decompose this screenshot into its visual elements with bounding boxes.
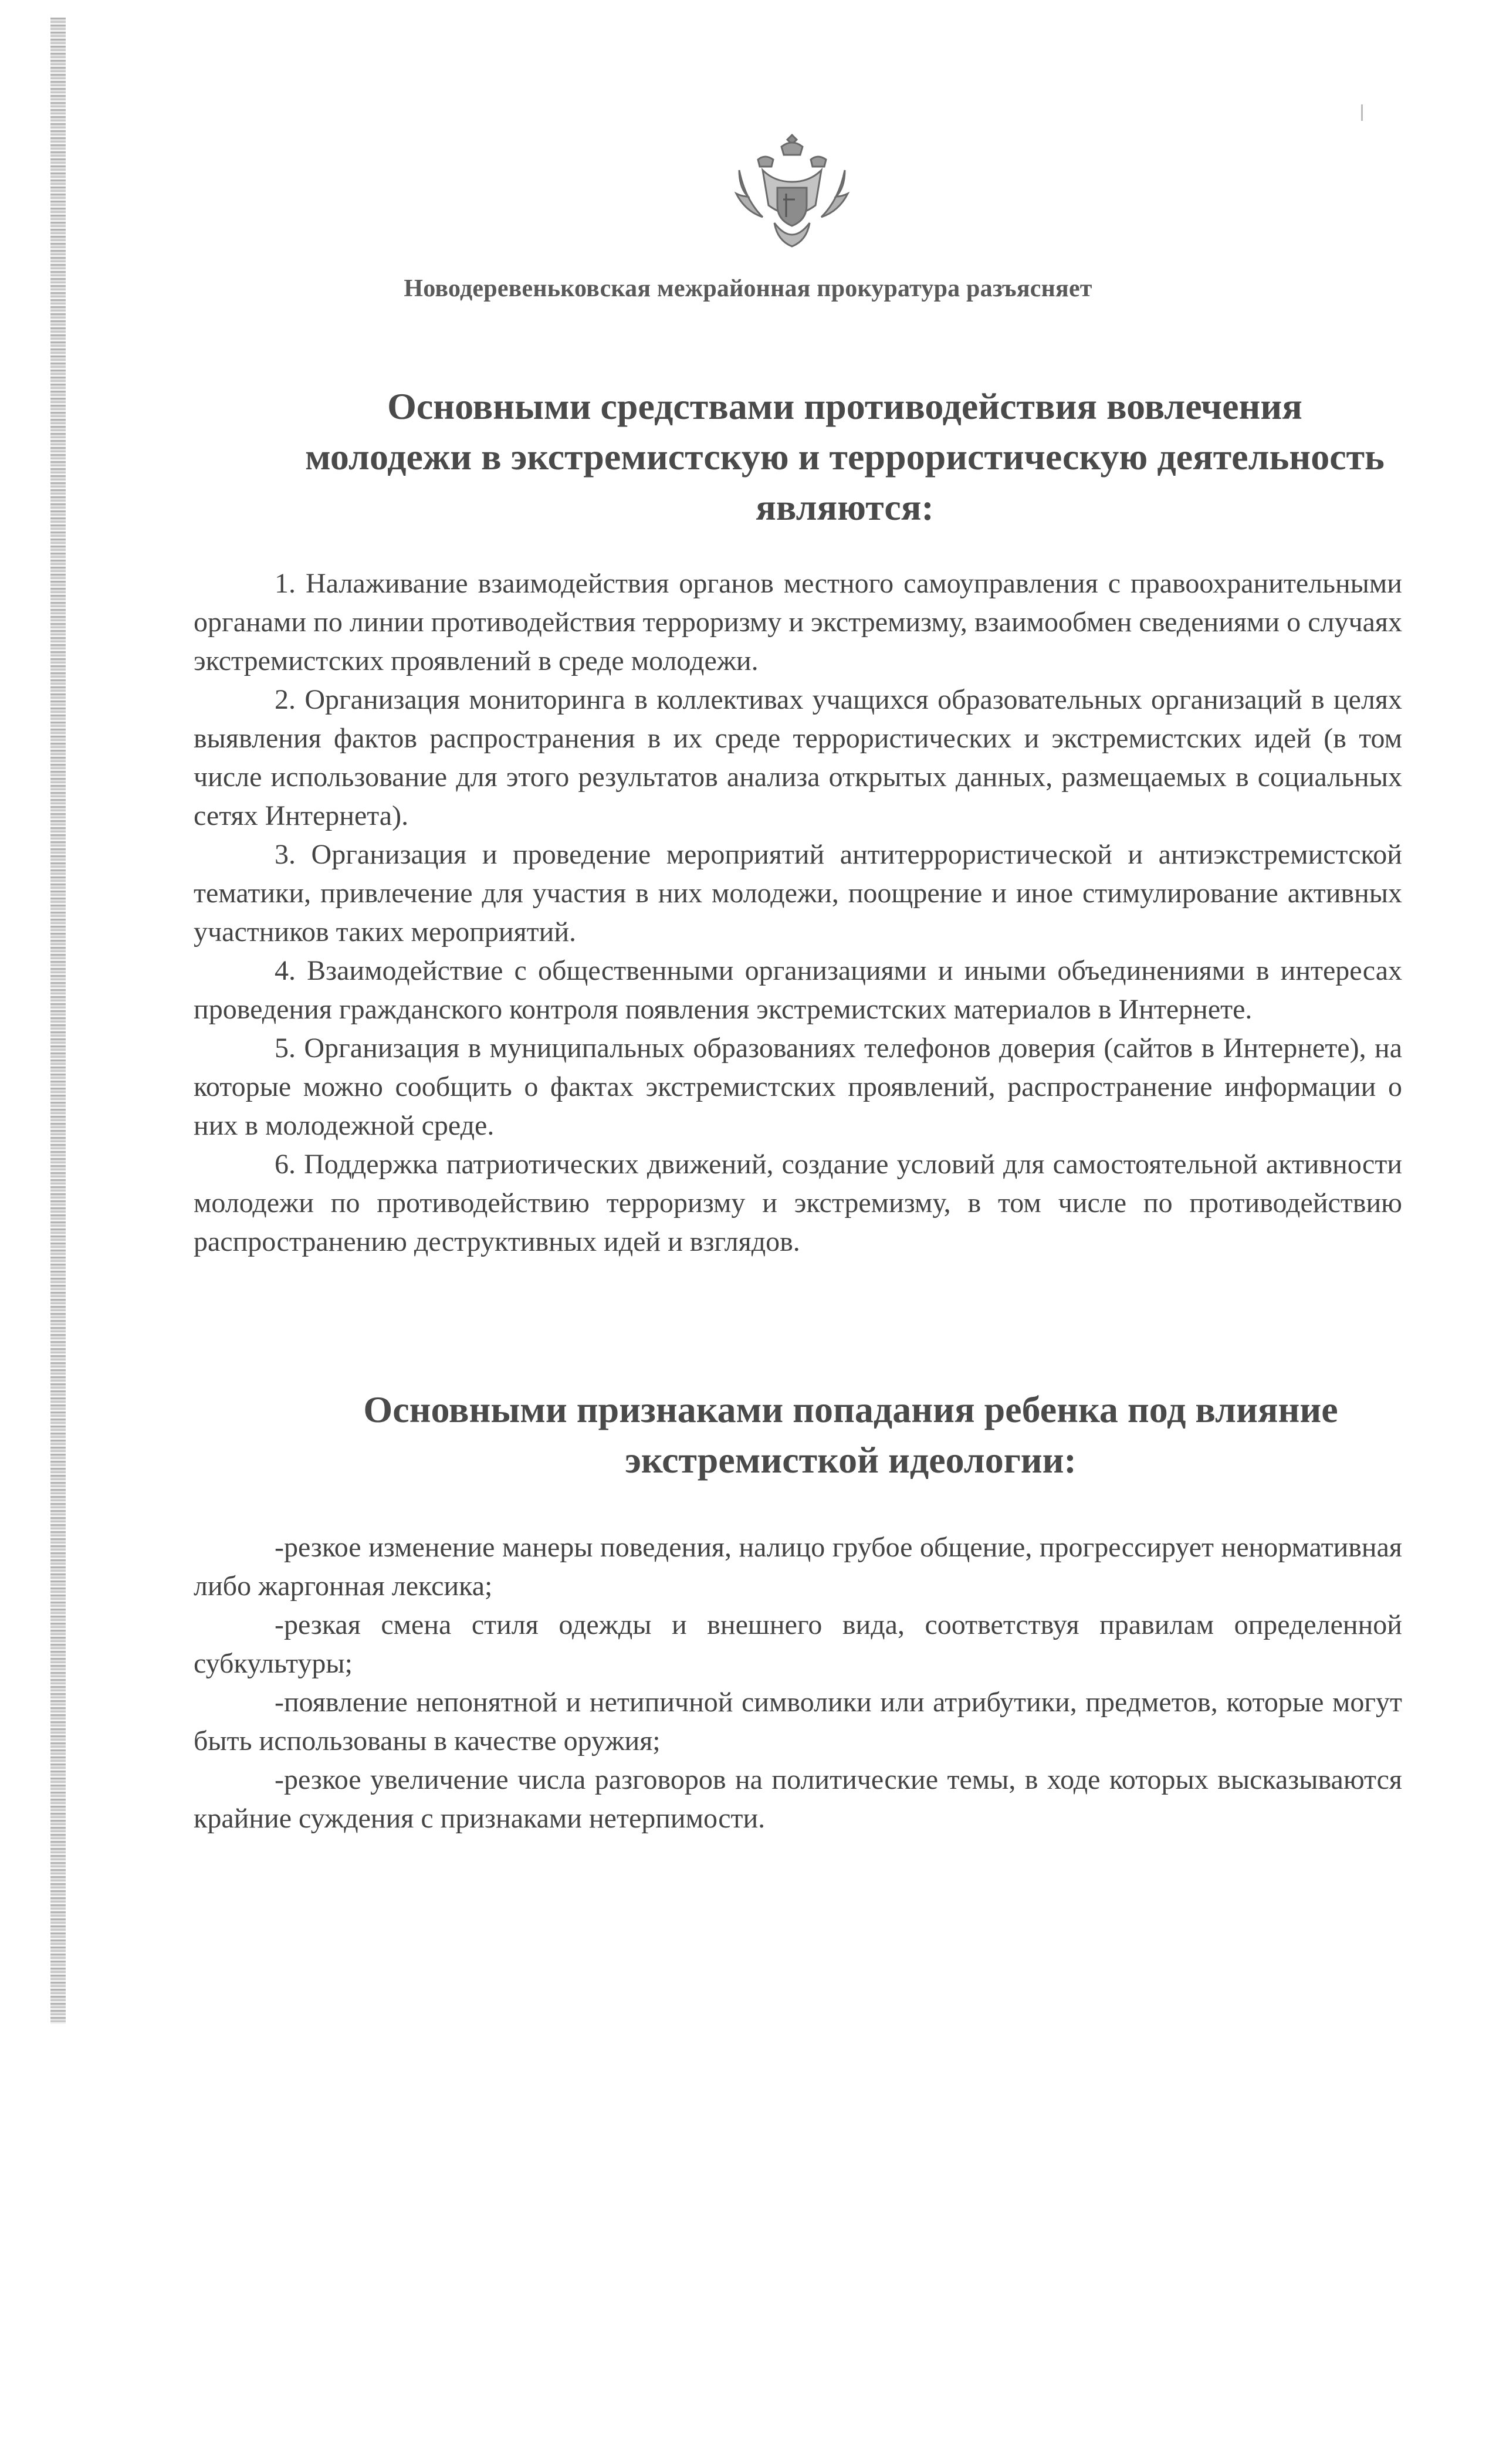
list-item: 1. Налаживание взаимодействия органов местного самоуправления с правоохранительными органами по линии противодействия терроризму и экстремизму, взаимообмен сведениями о случаях экстремистских проявлений в среде молодежи. xyxy=(194,568,1402,676)
list-item: 3. Организация и проведение мероприятий антитеррористической и антиэкстремистской тематики, привлечение для участия в них молодежи, поощрение и иное стимулирование активных участников таких мероприятий. xyxy=(194,839,1402,947)
list-item: 2. Организация мониторинга в коллективах учащихся образовательных организаций в целях выявления фактов распространения в их среде террористических и экстремистских идей (в том числе использование для этого результатов анализа открытых данных, размещаемых в социальных сетях Интернета). xyxy=(194,684,1402,831)
list-item: -резкая смена стиля одежды и внешнего вида, соответствуя правилам определенной субкультуры; xyxy=(194,1609,1402,1679)
scanner-edge-shadow xyxy=(50,18,66,2024)
section1-heading: Основными средствами противодействия вовлечения молодежи в экстремистскую и террористическую деятельность являются: xyxy=(305,385,1385,528)
list-item: 5. Организация в муниципальных образованиях телефонов доверия (сайтов в Интернете), на которые можно сообщить о фактах экстремистских проявлений, распространение информации о них в молодежной среде. xyxy=(194,1033,1402,1141)
list-item: -появление непонятной и нетипичной символики или атрибутики, предметов, которые могут быть использованы в качестве оружия; xyxy=(194,1687,1402,1756)
list-item: -резкое увеличение числа разговоров на политические темы, в ходе которых высказываются крайние суждения с признаками нетерпимости. xyxy=(194,1764,1402,1834)
list-item: 4. Взаимодействие с общественными организациями и иными объединениями в интересах проведения гражданского контроля появления экстремистских материалов в Интернете. xyxy=(194,955,1402,1025)
double-headed-eagle-emblem-icon xyxy=(727,129,857,252)
organization-line: Новодеревеньковская межрайонная прокуратура разъясняет xyxy=(404,275,1092,302)
section2-heading: Основными признаками попадания ребенка под влияние экстремисткой идеологии: xyxy=(363,1389,1338,1481)
list-item: -резкое изменение манеры поведения, налицо грубое общение, прогрессирует ненормативная либо жаргонная лексика; xyxy=(194,1532,1402,1602)
scan-artifact-mark xyxy=(1361,104,1363,121)
section1-list xyxy=(194,564,1402,1261)
section2-list xyxy=(194,1528,1402,1838)
list-item: 6. Поддержка патриотических движений, создание условий для самостоятельной активности молодежи по противодействию терроризму и экстремизму, в том числе по противодействию распространению деструктивных идей и взглядов. xyxy=(194,1149,1402,1257)
